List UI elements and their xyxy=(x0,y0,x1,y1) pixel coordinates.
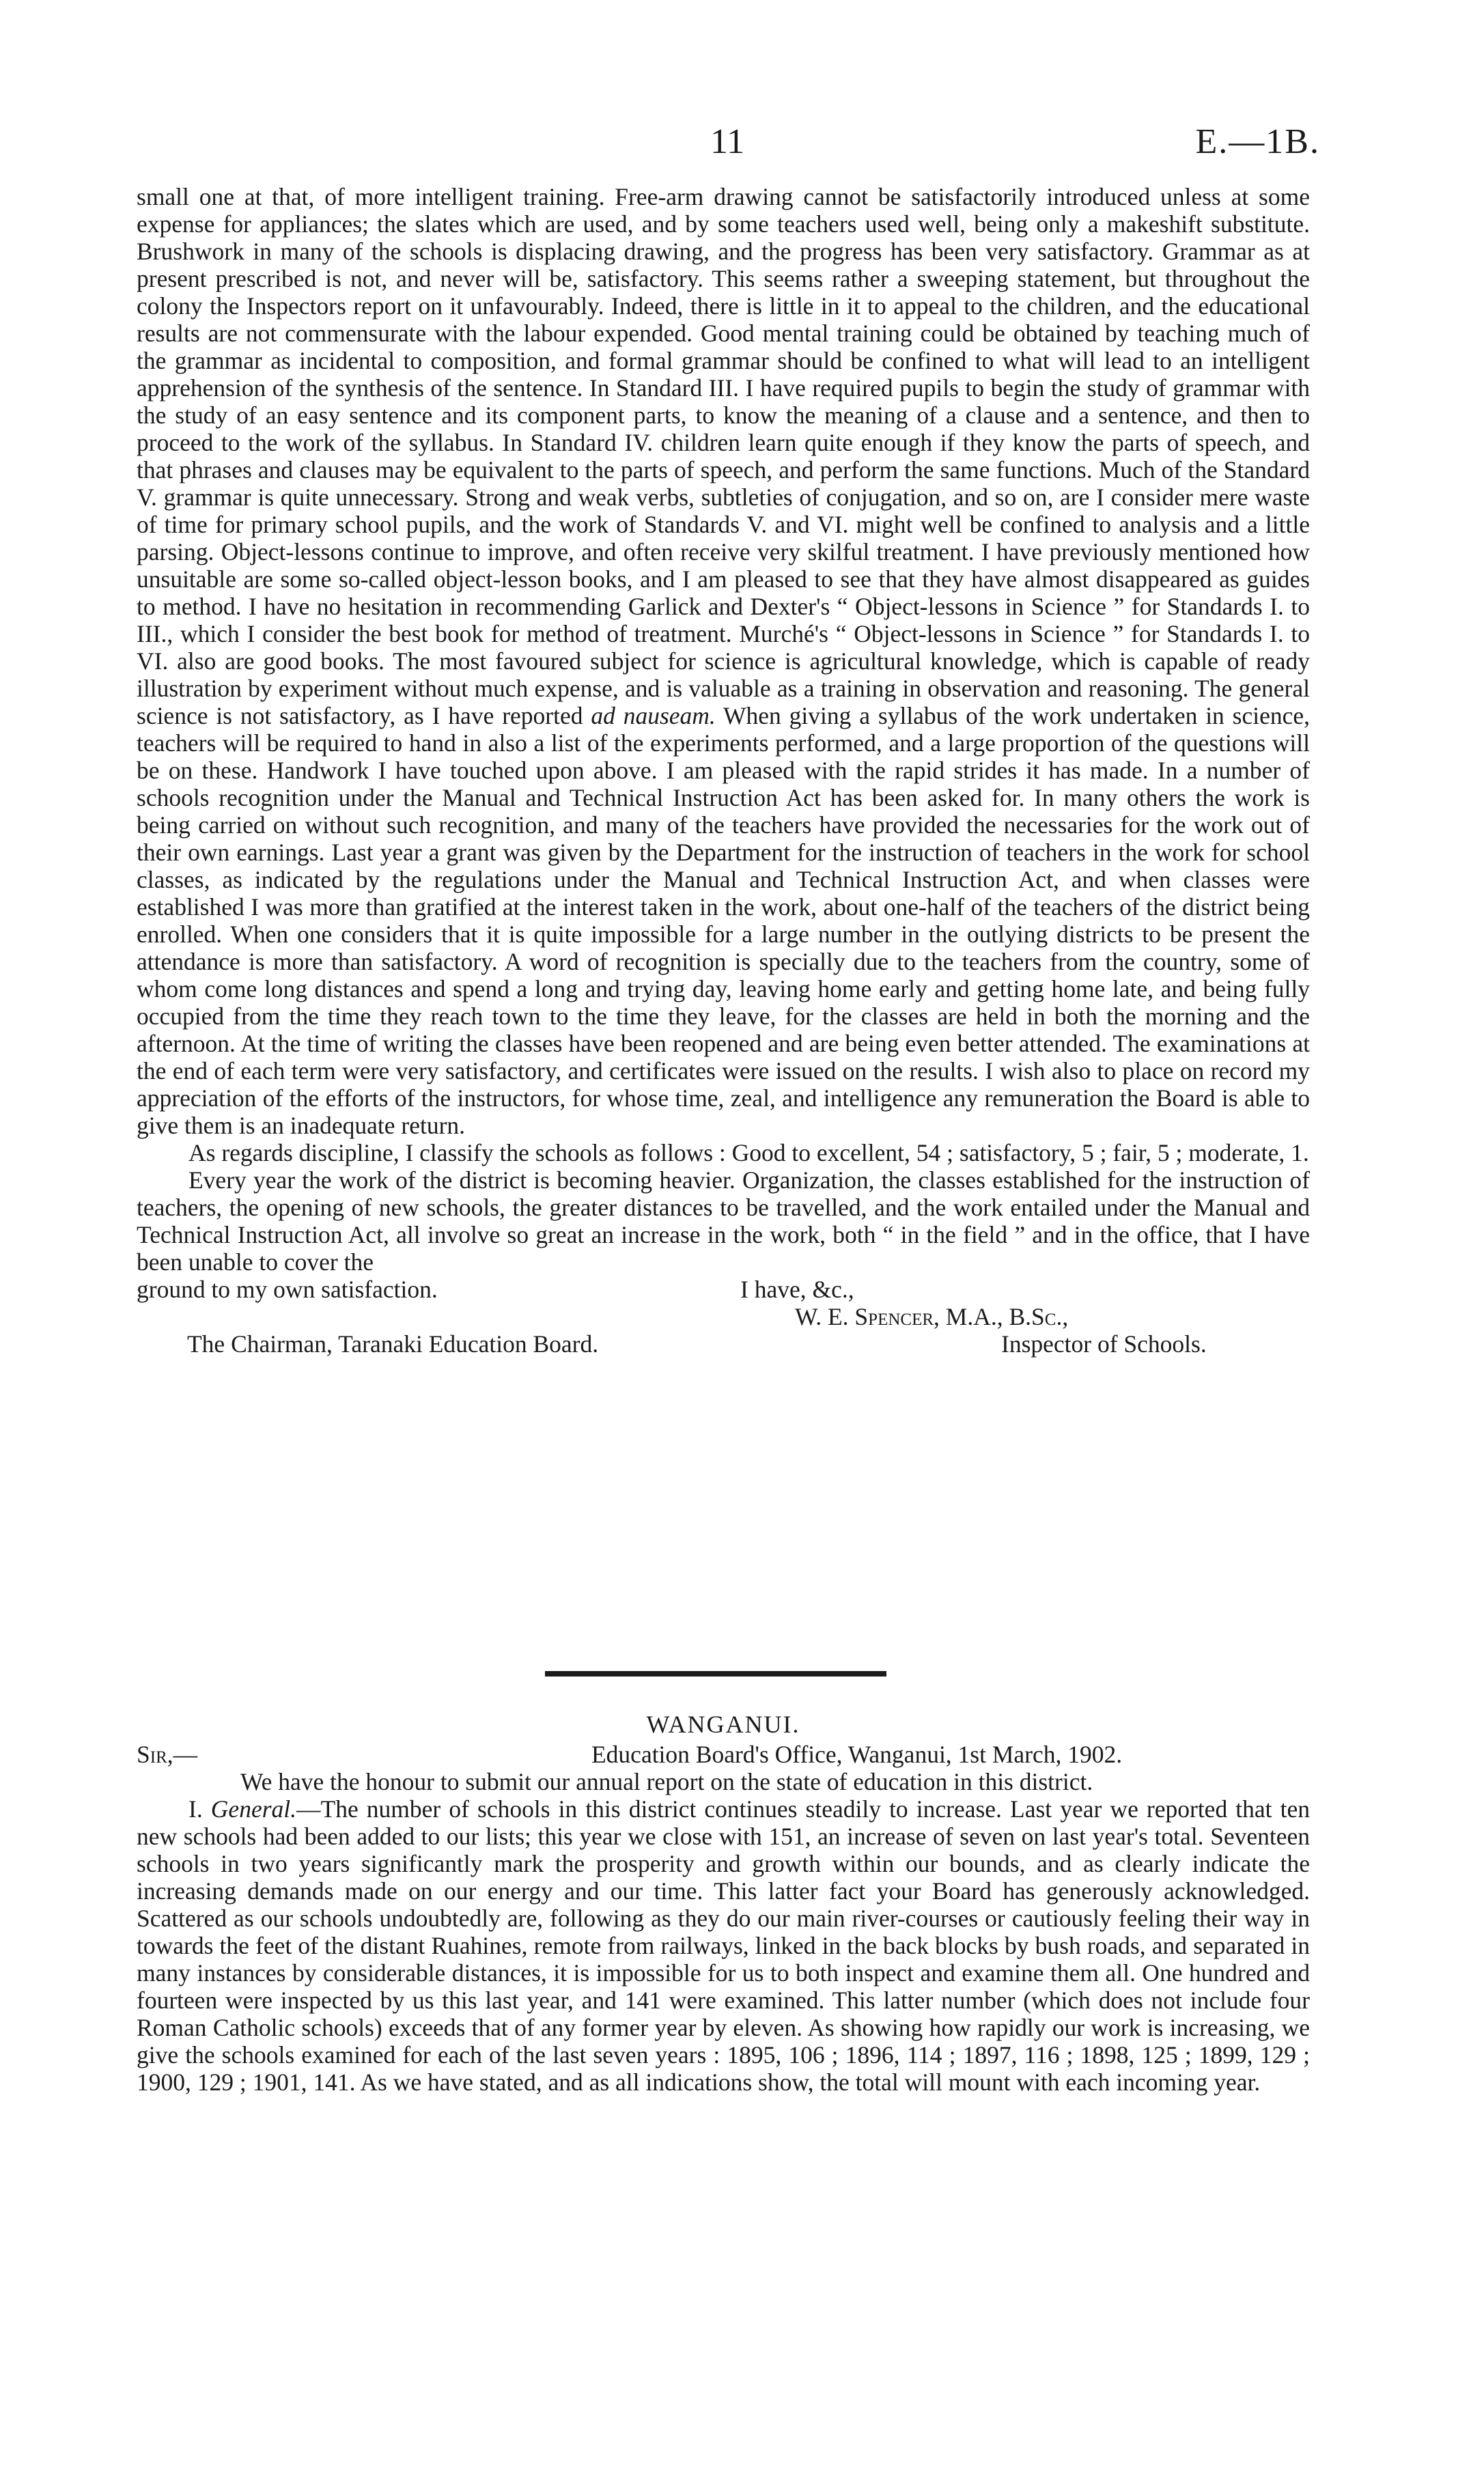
address-line: Education Board's Office, Wanganui, 1st March, 1902. xyxy=(591,1741,1123,1768)
signatory-row xyxy=(137,1303,1310,1330)
body-paragraph xyxy=(137,183,1310,1139)
general-paragraph xyxy=(137,1795,1310,2096)
addressee: The Chairman, Taranaki Education Board. xyxy=(187,1330,599,1358)
closing-paragraph: Every year the work of the district is becoming heavier. Organization, the classes established for the instruction of teachers, the opening of new schools, the greater distances to be travelled, and the work entailed under the Manual and Technical Instruction Act, all involve so great an increase in the work, both “ in the field ” and in the office, that I have been unable to cover the xyxy=(137,1166,1310,1276)
document-reference: E.—1B. xyxy=(1195,122,1320,161)
page-header xyxy=(0,122,1484,169)
salutation: Sir,— xyxy=(137,1741,198,1768)
closing-line: ground to my own satisfaction. xyxy=(137,1276,438,1303)
taranaki-report-section xyxy=(137,183,1310,1358)
section-divider xyxy=(545,1671,886,1677)
paragraph-text: When giving a syllabus of the work undertaken in science, teachers will be required to hand in also a list of the experiments performed, and a large proportion of the questions will be on these. Handwork I have touched upon above. I am pleased with the rapid strides it has made. In a number of schools recognition under the Manual and Technical Instruction Act has been asked for. In many others the work is being carried on without such recognition, and many of the teachers have provided the necessaries for the work out of their own earnings. Last year a grant was given by the Department for the instruction of teachers in the work for school classes, as indicated by the regulations under the Manual and Technical Instruction Act, and when classes were established I was more than gratified at the interest taken in the work, about one-half of the teachers of the district being enrolled. When one considers that it is quite impossible for a large number in the outlying districts to be present the attendance is more than satisfactory. A word of recognition is specially due to the teachers from the country, some of whom come long distances and spend a long and trying day, leaving home early and getting home late, and being fully occupied from the time they reach town to the time they leave, for the classes are held in both the morning and the afternoon. At the time of writing the classes have been reopened and are being even better attended. The examinations at the end of each term were very satisfactory, and certificates were issued on the results. I wish also to place on record my appreciation of the efforts of the instructors, for whose time, zeal, and intelligence any remuneration the Board is able to give them is an inadequate return. xyxy=(137,702,1311,1139)
section-label: I. xyxy=(188,1795,211,1823)
italic-phrase: ad nauseam. xyxy=(591,702,716,729)
general-heading: General. xyxy=(210,1795,297,1823)
paragraph-text: small one at that, of more intelligent training. Free-arm drawing cannot be satisfactorily introduced unless at some expense for appliances; the slates which are used, and by some teachers used well, being only a makeshift substitute. Brushwork in many of the schools is displacing drawing, and the progress has been very satisfactory. Grammar as at present prescribed is not, and never will be, satisfactory. This seems rather a sweeping statement, but throughout the colony the Inspectors report on it unfavourably. Indeed, there is little in it to appeal to the children, and the educational results are not commensurate with the labour expended. Good mental training could be obtained by teaching much of the grammar as incidental to composition, and formal grammar should be confined to what will lead to an intelligent apprehension of the synthesis of the sentence. In Standard III. I have required pupils to begin the study of grammar with the study of an easy sentence and its component parts, to know the meaning of a clause and a sentence, and then to proceed to the work of the syllabus. In Standard IV. children learn quite enough if they know the parts of speech, and that phrases and clauses may be equivalent to the parts of speech, and perform the same functions. Much of the Standard V. grammar is quite unnecessary. Strong and weak verbs, subtleties of conjugation, and so on, are I consider mere waste of time for primary school pupils, and the work of Standards V. and VI. might well be confined to analysis and a little parsing. Object-lessons continue to improve, and often receive very skilful treatment. I have previously mentioned how unsuitable are some so-called object-lesson books, and I am pleased to see that they have almost disappeared as guides to method. I have no hesitation in recommending Garlick and Dexter's “ Object-lessons in Science ” for Standards I. to III., which I consider the best book for method of treatment. Murché's “ Object-lessons in Science ” for Standards I. to VI. also are good books. The most favoured subject for science is agricultural knowledge, which is capable of ready illustration by experiment without much expense, and is valuable as a training in observation and reasoning. The general science is not satisfactory, as I have reported xyxy=(137,183,1310,729)
section-title: WANGANUI. xyxy=(646,1711,800,1738)
address-row xyxy=(137,1741,1310,1768)
signatory-title: Inspector of Schools. xyxy=(1001,1330,1207,1358)
closing-row xyxy=(137,1276,1310,1303)
addressee-row xyxy=(137,1330,1310,1358)
discipline-paragraph: As regards discipline, I classify the schools as follows : Good to excellent, 54 ; satisfactory, 5 ; fair, 5 ; moderate, 1. xyxy=(188,1139,1309,1166)
page-number: 11 xyxy=(710,122,745,161)
wanganui-report-section xyxy=(137,1711,1310,2096)
intro-paragraph: We have the honour to submit our annual report on the state of education in this district. xyxy=(240,1768,1093,1795)
closing-phrase: I have, &c., xyxy=(740,1276,854,1303)
paragraph-text: —The number of schools in this district continues steadily to increase. Last year we reported that ten new schools had been added to our lists; this year we close with 151, an increase of seven on last year's total. Seventeen schools in two years significantly mark the prosperity and growth within our bounds, and as clearly indicate the increasing demands made on our energy and our time. This latter fact your Board has generously acknowledged. Scattered as our schools undoubtedly are, following as they do our main river-courses or cautiously feeling their way in towards the feet of the distant Ruahines, remote from railways, linked in the back blocks by bush roads, and separated in many instances by considerable distances, it is impossible for us to both inspect and examine them all. One hundred and fourteen were inspected by us this last year, and 141 were examined. This latter number (which does not include four Roman Catholic schools) exceeds that of any former year by eleven. As showing how rapidly our work is increasing, we give the schools examined for each of the last seven years : 1895, 106 ; 1896, 114 ; 1897, 116 ; 1898, 125 ; 1899, 129 ; 1900, 129 ; 1901, 141. As we have stated, and as all indications show, the total will mount with each incoming year. xyxy=(137,1795,1310,2096)
signatory-name: W. E. Spencer, M.A., B.Sc., xyxy=(795,1303,1069,1330)
